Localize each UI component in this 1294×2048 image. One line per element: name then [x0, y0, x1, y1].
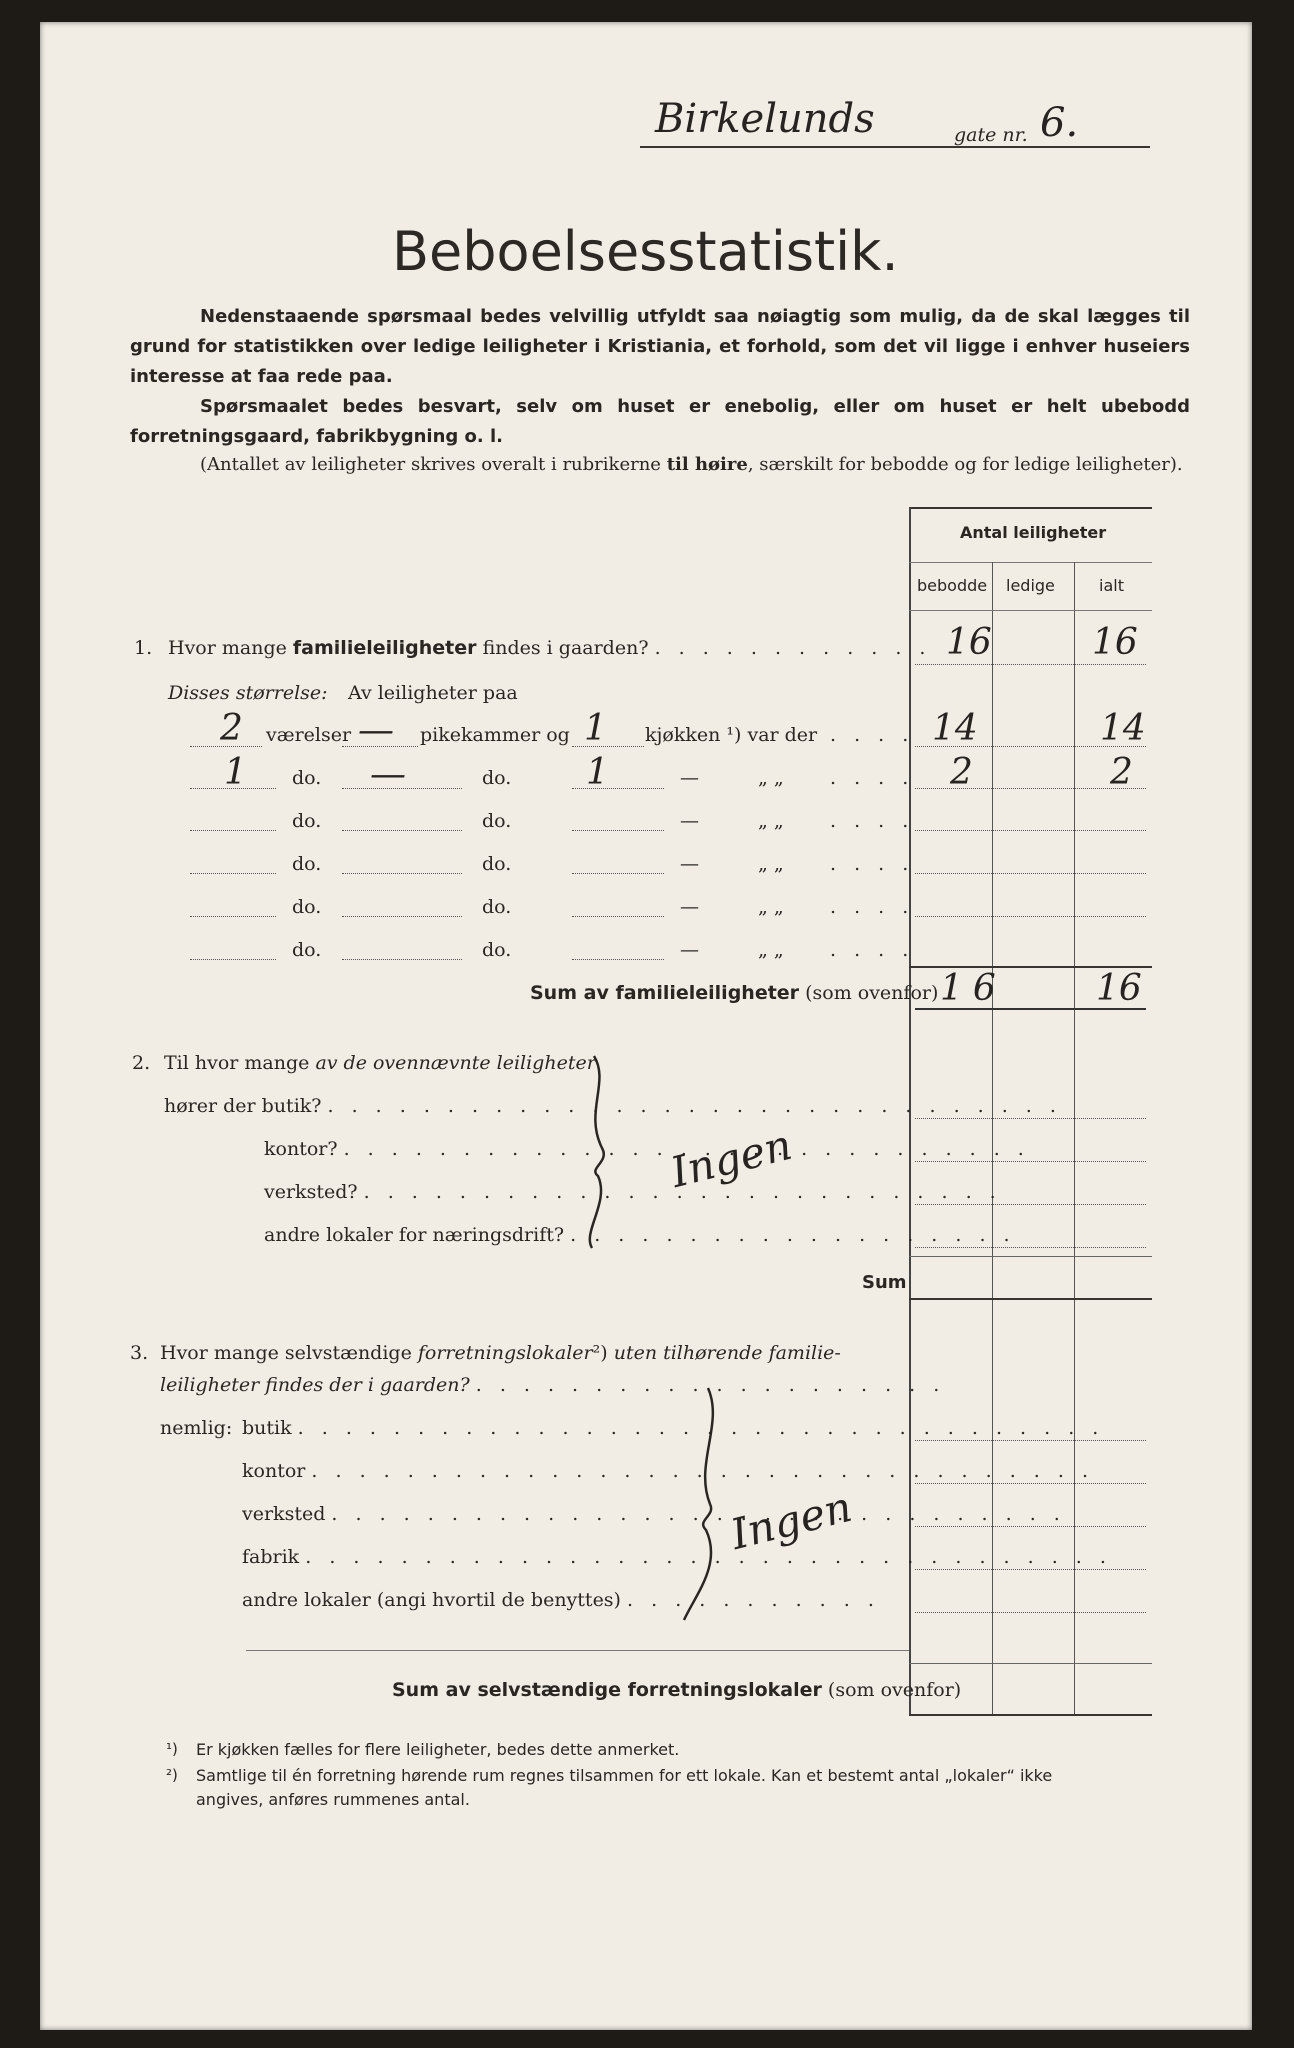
section1-question: Hvor mange familieleiligheter findes i gaarden? . . . . . . . . . . . . — [168, 637, 932, 659]
row1-bebodde: 14 — [932, 708, 978, 749]
col-header-ialt: ialt — [1099, 576, 1124, 595]
til-hoire-emphasis: til høire — [666, 454, 748, 475]
section3-question: Hvor mange selvstændige forretningslokaler²) uten tilhørende familie- — [160, 1342, 841, 1364]
row4-pike-label: do. — [482, 853, 512, 875]
s3-item-kontor: kontor . . . . . . . . . . . . . . . . . . . . . . . . . . . . . . . . . — [242, 1460, 1094, 1482]
row1-rooms-label: værelser — [266, 724, 352, 746]
census-form-sheet: Birkelunds gate nr. 6. Beboelsesstatistik. Nedenstaaende spørsmaal bedes velvillig utfyldt saa nøiagtig som mulig, da de skal lægges til grund for statistikken over ledige leiligheter i Kristiania, et forhold, som det vil ligge i enhver huseiers interesse at faa rede paa. Spørsmaalet bedes besvart, selv om huset er enebolig, eller om huset er helt ubebodd forretningsgaard, fabrikbygning o. l. (Antallet av leiligheter skrives overalt i rubrikerne til høire, særskilt for bebodde og for ledige leiligheter). Antal leiligheter bebodde ledige ialt 1. Hvor mange familieleiligheter findes i gaarden? . . . . . . . . . . . . 16 16 Disses størrelse: Av leiligheter paa 2 værelser — pikekammer og 1 kjøkken ¹) var der . . . . 14 14 1 do. — do. 1 — „ „ . . . . 2 2 do. do. — „ „ . . . . do. do. — „ „ . . . . do. do. — „ „ . . . . do. do. — „ „ . . . . Sum av familieleiligheter (som ovenfor) 16 16 2. Til hvor mange av de ovennævnte leiligheter hører der butik? . . . . . . . . . . . . . . . . . . . . . . . . . . . . . . . kontor? . . . . . . . . . . . . . . . . . . . . . . . . . . . . . verksted? . . . . . . . . . . . . . . . . . . . . . . . . . . . andre lokaler for næringsdrift? . . . . . . . . . . . . . . . . . . . Ingen Sum 3. Hvor mange selvstændige forretningslokaler²) uten tilhørende familie- leiligheter findes der i gaarden? . . . . . . . . . . . . . . . . . . . . nemlig: butik . . . . . . . . . . . . . . . . . . . . . . . . . . . . . . . . . . kontor . . . . . . . . . . . . . . . . . . . . . . . . . . . . . . . . . verksted . . . . . . . . . . . . . . . . . . . . . . . . . . . . . . . fabrik . . . . . . . . . . . . . . . . . . . . . . . . . . . . . . . . . . andre lokaler (angi hvortil de benyttes) . . . . . . . . . . . Ingen Sum av selvstændige forretningslokaler (som ovenfor) ¹) Er kjøkken fælles for flere leiligheter, bedes dette anmerket. ²) Samtlige til én forretning hørende rum regnes tilsammen for ett lokale. Kan et bestemt antal „lokaler“ ikke angives, anføres rummenes antal. — [40, 22, 1252, 2030]
row1-ialt: 14 — [1100, 708, 1146, 749]
table-top-rule — [909, 507, 1152, 509]
size-label: Disses størrelse: — [168, 682, 328, 704]
row2-kitchen-label: — — [680, 767, 699, 789]
street-underline — [640, 146, 1150, 148]
row6-ditto: „ „ — [758, 939, 784, 961]
row4-ditto: „ „ — [758, 853, 784, 875]
row3-pike-label: do. — [482, 810, 512, 832]
row5-rooms-label: do. — [292, 896, 322, 918]
row6-kitchen-label: — — [680, 939, 699, 961]
row2-ialt: 2 — [1110, 752, 1133, 793]
row1-kitchen-label: kjøkken ¹) var der — [645, 724, 818, 746]
row5-ditto: „ „ — [758, 896, 784, 918]
street-number-handwritten: 6. — [1040, 100, 1079, 146]
s2-item-kontor: kontor? . . . . . . . . . . . . . . . . . . . . . . . . . . . . . — [264, 1138, 1030, 1160]
row6-rooms-label: do. — [292, 939, 322, 961]
s2-sum-label: Sum — [862, 1272, 907, 1293]
s3-item-butik: butik . . . . . . . . . . . . . . . . . . . . . . . . . . . . . . . . . . — [242, 1417, 1105, 1439]
s1-total-bebodde: 16 — [946, 622, 992, 663]
sum1-bebodde: 16 — [940, 968, 1006, 1009]
s3-sum-rule — [909, 1714, 1152, 1716]
footnote1-mark: ¹) — [166, 1740, 178, 1758]
s1-total-ialt: 16 — [1092, 622, 1138, 663]
row2-kitchen: 1 — [586, 752, 609, 793]
sum1-label: Sum av familieleiligheter (som ovenfor) — [530, 982, 939, 1004]
row2-ditto: „ „ — [758, 767, 784, 789]
row3-kitchen-label: — — [680, 810, 699, 832]
row3-ditto: „ „ — [758, 810, 784, 832]
size-sub-label: Av leiligheter paa — [348, 682, 518, 704]
gate-label: gate nr. — [954, 124, 1028, 146]
col-header-bebodde: bebodde — [917, 576, 988, 595]
s2-sum-rule — [909, 1298, 1152, 1300]
s2-item-verksted: verksted? . . . . . . . . . . . . . . . . . . . . . . . . . . . — [264, 1181, 1002, 1203]
row1-rooms: 2 — [220, 708, 243, 749]
sum1-underline — [915, 1008, 1146, 1010]
row1-pike-label: pikekammer og — [420, 724, 570, 746]
footnote2-text-cont: angives, anføres rummenes antal. — [196, 1790, 470, 1809]
table-header-divider — [909, 562, 1152, 563]
s2-brace — [580, 1052, 620, 1252]
intro-paragraph-2: Spørsmaalet bedes besvart, selv om huset er enebolig, eller om huset er helt ubebodd forretningsgaard, fabrikbygning o. l. — [130, 396, 1190, 447]
row4-kitchen-label: — — [680, 853, 699, 875]
row1-dots: . . . . — [830, 724, 915, 746]
section3-number: 3. — [130, 1342, 149, 1364]
section2-question: Til hvor mange av de ovennævnte leiligheter — [164, 1052, 596, 1074]
s3-item-fabrik: fabrik . . . . . . . . . . . . . . . . . . . . . . . . . . . . . . . . . . — [242, 1546, 1112, 1568]
col-header-ledige: ledige — [1006, 576, 1055, 595]
footnote2-mark: ²) — [166, 1766, 178, 1784]
row2-rooms: 1 — [224, 752, 247, 793]
row1-kitchen: 1 — [584, 708, 607, 749]
section1-number: 1. — [134, 637, 153, 659]
s3-nemlig: nemlig: — [160, 1417, 233, 1439]
section2-number: 2. — [132, 1052, 151, 1074]
row4-rooms-label: do. — [292, 853, 322, 875]
intro-paragraph-1: Nedenstaaende spørsmaal bedes velvillig utfyldt saa nøiagtig som mulig, da de skal lægges til grund for statistikken over ledige leiligheter i Kristiania, et forhold, som det vil ligge i enhver huseiers interesse at faa rede paa. — [130, 306, 1190, 387]
table-header-bottom — [909, 610, 1152, 611]
row6-pike-label: do. — [482, 939, 512, 961]
s3-item-andre: andre lokaler (angi hvortil de benyttes) . . . . . . . . . . . — [242, 1589, 880, 1611]
footnote2-text: Samtlige til én forretning hørende rum regnes tilsammen for ett lokale. Kan et bestemt antal „lokaler“ ikke — [196, 1766, 1053, 1785]
s3-brace — [680, 1384, 730, 1624]
s3-handwritten-ingen: Ingen — [725, 1481, 857, 1560]
s2-handwritten-ingen: Ingen — [665, 1119, 797, 1198]
row5-pike-label: do. — [482, 896, 512, 918]
table-group-header: Antal leiligheter — [960, 523, 1107, 542]
intro-paragraph-3: (Antallet av leiligheter skrives overalt i rubrikerne til høire, særskilt for bebodde og for ledige leiligheter). — [200, 454, 1183, 475]
s3-sum-label: Sum av selvstændige forretningslokaler (som ovenfor) — [392, 1679, 962, 1701]
row2-pike-label: do. — [482, 767, 512, 789]
row2-pike: — — [370, 754, 406, 795]
s3-item-verksted: verksted . . . . . . . . . . . . . . . . . . . . . . . . . . . . . . . — [242, 1503, 1066, 1525]
row2-rooms-label: do. — [292, 767, 322, 789]
col-divider-2 — [1074, 562, 1075, 1715]
s2-item-andre: andre lokaler for næringsdrift? . . . . . . . . . . . . . . . . . . . — [264, 1224, 1016, 1246]
section3-question-line2: leiligheter findes der i gaarden? . . . . . . . . . . . . . . . . . . . . — [160, 1374, 946, 1396]
s1-total-underline — [915, 664, 1146, 665]
row5-kitchen-label: — — [680, 896, 699, 918]
row1-pike: — — [358, 710, 394, 751]
s2-item-butik: hører der butik? . . . . . . . . . . . . . . . . . . . . . . . . . . . . . . . — [164, 1095, 1062, 1117]
street-name-handwritten: Birkelunds — [655, 96, 875, 142]
footnote1-text: Er kjøkken fælles for flere leiligheter, bedes dette anmerket. — [196, 1740, 680, 1759]
page-title: Beboelsesstatistik. — [392, 220, 899, 283]
row2-bebodde: 2 — [950, 752, 973, 793]
sum1-ialt: 16 — [1096, 968, 1142, 1009]
row3-rooms-label: do. — [292, 810, 322, 832]
